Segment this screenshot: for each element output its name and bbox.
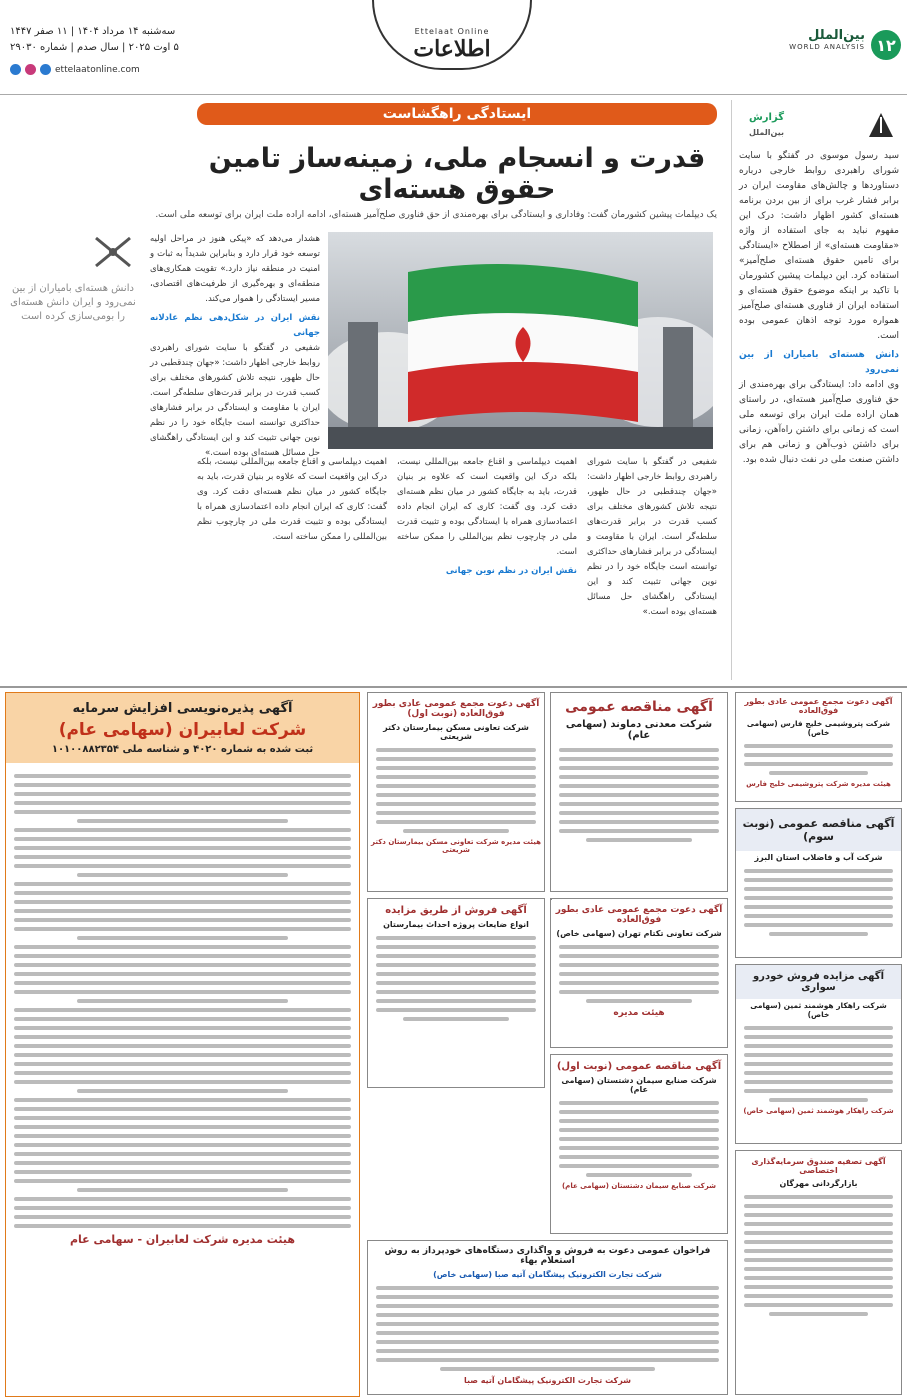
logo-top-text: Ettelaat Online [414, 27, 490, 36]
ad-tender-third[interactable]: آگهی مناقصه عمومی (نوبت سوم) شرکت آب و فاضلاب استان البرز [735, 808, 902, 958]
column-intro: سید رسول موسوی در گفتگو با سایت شورای راهبردی روابط خارجی درباره دستاوردها و چالش‌های مقاومت ایران در برابر فشار غرب برای از بین بردن برنامه هسته‌ای کشور اظهار داشت: درک این مفهوم نباید به جای استفاده از واژه «مقاومت هسته‌ای» از اصطلاح «ایستادگی برای تامین حقوق هسته‌ای صلح‌آمیز» استفاده کرد. این دیپلمات پیشین کشورمان با تاکید بر اینکه موضوع حقوق هسته‌ای و استفاده ایران از فناوری هسته‌ای صلح‌آمیز همواره مورد توجه اذهان عمومی بوده است. [739, 151, 899, 341]
article-col-2: اهمیت دیپلماسی و اقناع جامعه بین‌المللی نیست، بلکه درک این واقعیت است که علاوه بر بنیان قدرت، باید به جایگاه کشور در میان نظم هسته‌ای دقت کرد. وی گفت: کاری که ایران انجام داده اعتمادسازی همراه با ایستادگی بوده و تثبیت قدرت ملی در چارچوب نظم بین‌المللی را ممکن ساخته است. نقش ایران در نظم نوین جهانی [397, 455, 577, 579]
crossed-tools-icon [88, 232, 138, 272]
article-subheading: نقش ایران در نظم نوین جهانی [445, 566, 577, 576]
article-col-right: شفیعی در گفتگو با سایت شورای راهبردی روابط خارجی اظهار داشت: «جهان چندقطبی در حال ظهور، نتیجه تلاش کشورهای مختلف برای کسب قدرت در برابر قدرت‌های سلطه‌گر است. ایران با مقاومت و ایستادگی در برابر فشارهای حداکثری توانسته است جایگاه خود را در نظم نوین جهانی تثبیت کند و این ایستادگی راهگشای حل مسائل هسته‌ای بوده است.» [587, 457, 717, 617]
section-title: بین‌الملل WORLD ANALYSIS [789, 28, 865, 51]
ad-tender-damavand[interactable]: آگهی مناقصه عمومی شرکت معدنی دماوند (سهامی عام) [550, 692, 728, 892]
column-subheading: دانش هسته‌ای بامیاران از بین نمی‌رود [739, 350, 899, 375]
column-sub-label: بین‌الملل [749, 128, 784, 137]
ad-car-auction[interactable]: آگهی مزایده فروش خودرو سواری شرکت راهکار هوشمند ثمین (سهامی خاص) شرکت راهکار هوشمند ثمین (سهامی خاص) [735, 964, 902, 1144]
ad-capital-increase[interactable]: آگهی پذیره‌نویسی افزایش سرمایه شرکت لعابیران (سهامی عام) ثبت شده به شماره ۴۰۲۰ و شناسه ملی ۱۰۱۰۰۸۸۲۳۵۴ هیئت مدیره شرکت لعابیران - سهامی عام [5, 692, 360, 1397]
pull-quote-box [8, 232, 138, 324]
ad-persian-gulf-assembly[interactable]: آگهی دعوت مجمع عمومی عادی بطور فوق‌العاده شرکت پتروشیمی خلیج فارس (سهامی خاص) هیئت مدیره شرکت پتروشیمی خلیج فارس [735, 692, 902, 802]
pen-nib-icon [863, 107, 899, 143]
article-headline[interactable]: قدرت و انسجام ملی، زمینه‌ساز تامین حقوق هسته‌ای [208, 143, 706, 205]
pull-quote: دانش هسته‌ای بامیاران از بین نمی‌رود و ایران دانش هسته‌ای را بومی‌سازی کرده است [10, 283, 136, 322]
ads-divider [0, 686, 907, 688]
ad-fund-liquidation[interactable]: آگهی تصفیه صندوق سرمایه‌گذاری اختصاصی بازارگردانی مهرگان [735, 1150, 902, 1395]
ad-general-assembly-1[interactable]: آگهی دعوت مجمع عمومی عادی بطور فوق‌العاده (نوبت اول) شرکت تعاونی مسکن بیمارستان دکتر شریعتی هیئت مدیره شرکت تعاونی مسکن بیمارستان دکتر شریعتی [367, 692, 545, 892]
page-header [0, 0, 907, 95]
column-header [749, 105, 899, 145]
article-lead: یک دیپلمات پیشین کشورمان گفت: وفاداری و ایستادگی برای بهره‌مندی از حق فناوری صلح‌آمیز هسته‌ای، ادامه اراده ملت ایران برای توسعه ملی است. [155, 210, 717, 220]
article-banner: ایستادگی راهگشاست [197, 103, 717, 125]
ad-tender-cement[interactable]: آگهی مناقصه عمومی (نوبت اول) شرکت صنایع سیمان دشتستان (سهامی عام) شرکت صنایع سیمان دشتستان (سهامی عام) [550, 1054, 728, 1234]
dateline: سه‌شنبه ۱۴ مرداد ۱۴۰۴ | ۱۱ صفر ۱۴۴۷ ۵ اوت ۲۰۲۵ | سال صدم | شماره ۲۹۰۳۰ [10, 26, 179, 53]
column-label: گزارش [749, 112, 785, 123]
ad-body-lines [6, 763, 359, 1228]
article-col-left: هشدار می‌دهد که «پیکی هنوز در مراحل اولیه توسعه خود قرار دارد و بنابراین شدیداً به ثبات و امنیت در منطقه نیاز دارد.» تقویت همکاری‌های منطقه‌ای و بهره‌گیری از ظرفیت‌های اقتصادی، مسیر ایستادگی را هموار می‌کند. نقش ایران در شکل‌دهی نظم عادلانه جهانی شفیعی در گفتگو با سایت شورای راهبردی روابط خارجی اظهار داشت: «جهان چندقطبی در حال ظهور، نتیجه تلاش کشورهای مختلف برای کسب قدرت در برابر قدرت‌های سلطه‌گر است. ایران با مقاومت و ایستادگی در برابر فشارهای حداکثری توانسته است جایگاه خود را در نظم نوین جهانی تثبیت کند و این ایستادگی راهگشای حل مسائل هسته‌ای بوده است.» [150, 234, 320, 458]
website-link[interactable]: ettelaatonline.com [55, 64, 140, 75]
newspaper-logo[interactable] [372, 0, 532, 70]
columnist-column [739, 105, 899, 468]
article-col-3: اهمیت دیپلماسی و اقناع جامعه بین‌المللی نیست، بلکه درک این واقعیت است که علاوه بر بنیان قدرت، باید به جایگاه کشور در میان نظم هسته‌ای دقت کرد. وی گفت: کاری که ایران انجام داده اعتمادسازی همراه با ایستادگی بوده و تثبیت قدرت ملی در چارچوب نظم بین‌المللی را ممکن ساخته است. [197, 457, 387, 542]
social-links[interactable] [10, 64, 140, 75]
ad-general-assembly-tektam-box[interactable]: آگهی دعوت مجمع عمومی عادی بطور فوق‌العاده شرکت تعاونی تکتام تهران (سهامی خاص) هیئت مدیره [550, 898, 728, 1048]
page-number: ۱۲ [871, 30, 901, 60]
hero-image-iran-flag [328, 232, 713, 449]
ad-atm-sale[interactable]: فراخوان عمومی دعوت به فروش و واگذاری دستگاه‌های خودپرداز به روش استعلام بهاء شرکت تجارت الکترونیک پیشگامان آتیه صبا (سهامی خاص) شرکت تجارت الکترونیک پیشگامان آتیه صبا [367, 1240, 728, 1395]
article-left-subheading: نقش ایران در شکل‌دهی نظم عادلانه جهانی [150, 313, 320, 338]
logo-main-text: اطلاعات [413, 36, 491, 62]
section-subtitle: WORLD ANALYSIS [789, 43, 865, 51]
column-body: وی ادامه داد: ایستادگی برای بهره‌مندی از حق فناوری صلح‌آمیز هسته‌ای، در راستای همان اراده ملت ایران برای توسعه ملی است که زمانی برای داشتن راه‌آهن، زمانی برای داشتن ذوب‌آهن و زمانی هم برای داشتن صنعت ملی در نفت دنبال شده بود. [739, 380, 899, 465]
instagram-icon[interactable] [25, 64, 36, 75]
column-divider [731, 100, 732, 680]
ad-auction-scrap[interactable]: آگهی فروش از طریق مزایده انواع ضایعات پروژه احداث بیمارستان [367, 898, 545, 1088]
twitter-icon[interactable] [40, 64, 51, 75]
telegram-icon[interactable] [10, 64, 21, 75]
